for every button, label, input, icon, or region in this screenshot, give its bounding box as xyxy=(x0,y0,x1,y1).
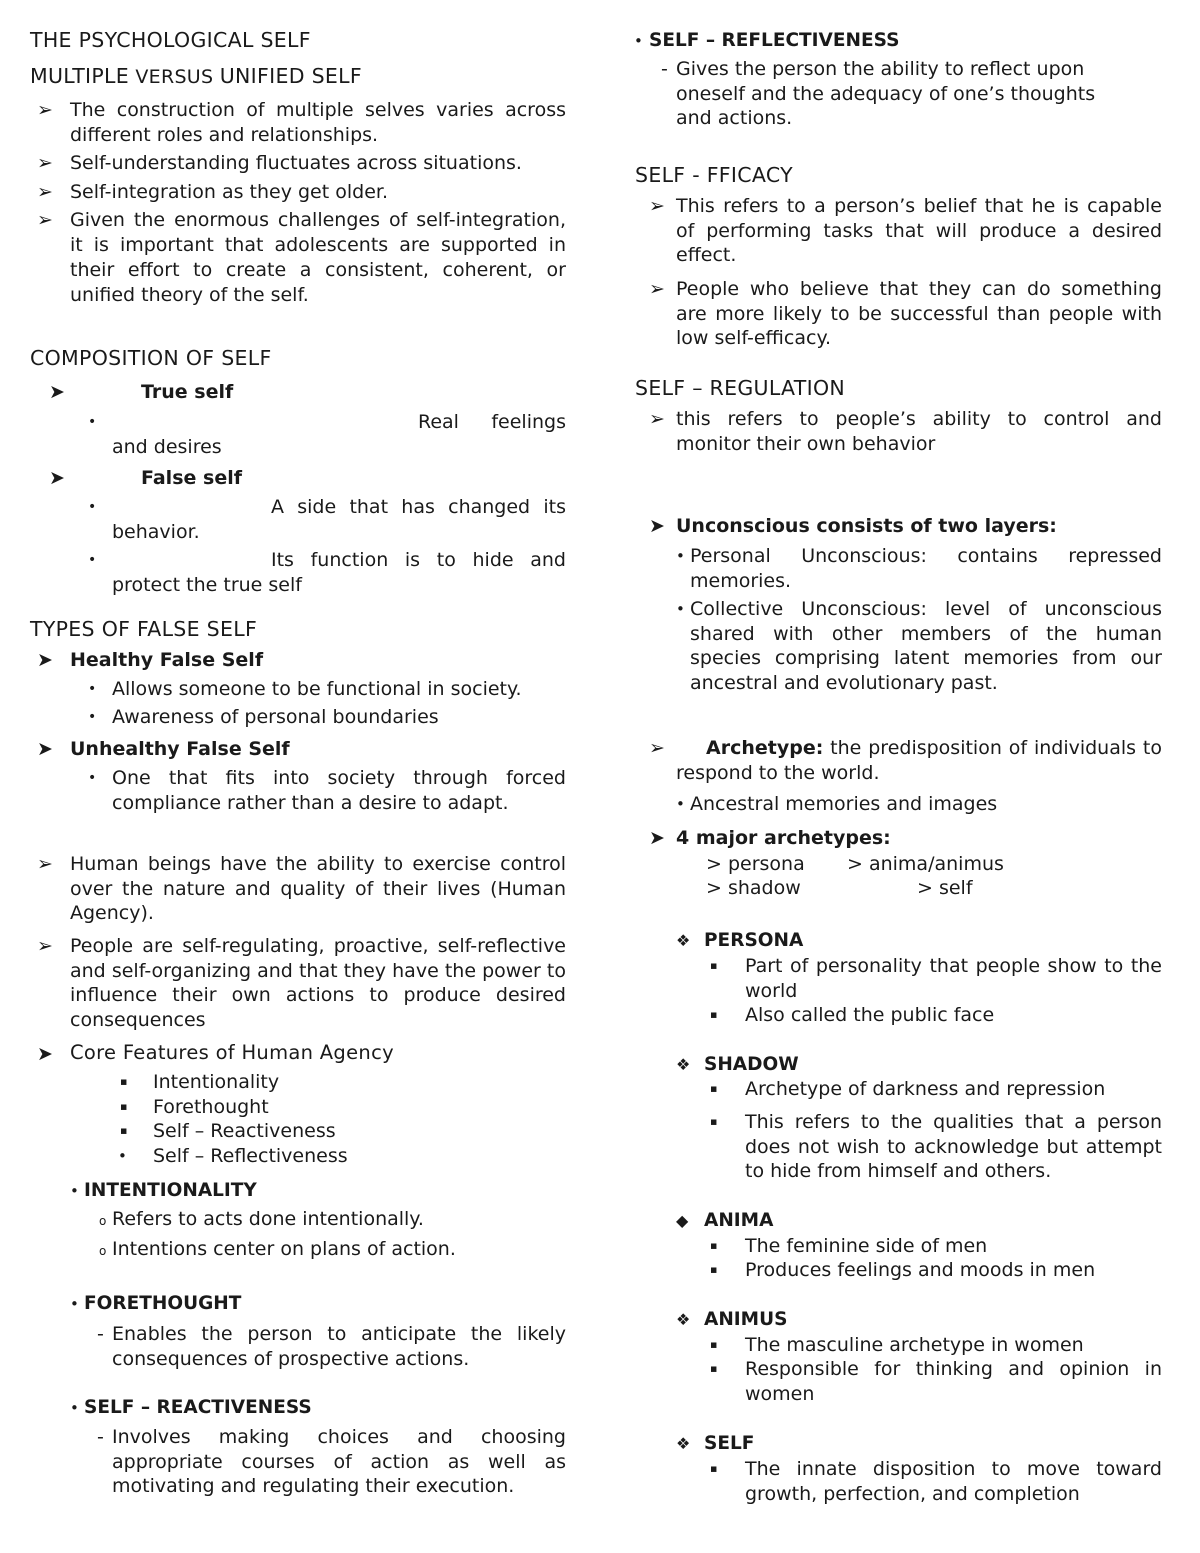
major-archetypes-heading: 4 major archetypes: xyxy=(676,827,891,849)
arrow-bullet-icon: ➤ xyxy=(649,515,665,537)
list-item: Responsible for thinking and opinion in women xyxy=(745,1358,1162,1405)
animus-heading: ANIMUS xyxy=(704,1309,788,1330)
list-item: Collective Unconscious: level of unconscious shared with other members of the human species comprising latent memories from our ancestral and evolutionary past. xyxy=(690,598,1162,694)
diamond-bullet-icon: ◆ xyxy=(676,1211,689,1230)
list-item: Also called the public face xyxy=(745,1004,995,1026)
dot-bullet-icon: • xyxy=(88,414,97,430)
diamond-bullet-icon: ❖ xyxy=(676,1055,691,1074)
arrow-bullet-icon: ➤ xyxy=(649,827,665,849)
diamond-bullet-icon: ❖ xyxy=(676,1434,691,1453)
self-efficacy-heading: SELF - FFICACY xyxy=(635,163,793,187)
list-item: The feminine side of men xyxy=(745,1235,988,1257)
dot-bullet-icon: • xyxy=(676,795,685,813)
dot-bullet-icon: • xyxy=(88,681,97,697)
arrow-bullet-icon: ➤ xyxy=(37,738,53,760)
false-self-heading: False self xyxy=(141,467,242,489)
dot-bullet-icon: • xyxy=(88,770,97,786)
forethought-heading: FORETHOUGHT xyxy=(84,1293,242,1314)
archetype-definition xyxy=(676,736,1162,785)
list-item: > anima/animus xyxy=(847,853,1004,875)
list-item: Its function is to hide and protect the true self xyxy=(112,549,566,596)
self-regulation-heading: SELF – REGULATION xyxy=(635,376,846,400)
self-reactiveness-text: Involves making choices and choosing appropriate courses of action as well as motivating and regulating their execution. xyxy=(112,1426,566,1497)
arrow-bullet-icon: ➢ xyxy=(37,209,53,231)
square-bullet-icon: ▪ xyxy=(710,1008,718,1021)
self-reflectiveness-text: Gives the person the ability to reflect upon oneself and the adequacy of one’s thoughts and actions. xyxy=(676,58,1096,129)
list-item: Produces feelings and moods in men xyxy=(745,1259,1096,1281)
list-item: Given the enormous challenges of self-integration, it is important that adolescents are supported in their effort to create a consistent, coherent, or unified theory of the self. xyxy=(70,209,566,306)
list-item: > self xyxy=(917,877,973,899)
list-item: this refers to people’s ability to control and monitor their own behavior xyxy=(676,408,1162,455)
composition-heading: COMPOSITION OF SELF xyxy=(30,346,272,370)
list-item: Forethought xyxy=(153,1096,269,1118)
dot-bullet-icon: • xyxy=(70,1295,79,1313)
square-bullet-icon: ▪ xyxy=(710,1338,718,1351)
arrow-bullet-icon: ➤ xyxy=(49,381,65,403)
multiple-word: MULTIPLE xyxy=(30,64,129,88)
list-item: Part of personality that people show to the world xyxy=(745,955,1162,1002)
list-item: Allows someone to be functional in society. xyxy=(112,678,522,700)
dot-bullet-icon: • xyxy=(88,552,97,568)
dot-bullet-icon: • xyxy=(676,600,685,618)
list-item: This refers to a person’s belief that he is capable of performing tasks that will produce a desired effect. xyxy=(676,195,1162,266)
arrow-bullet-icon: ➤ xyxy=(49,467,65,489)
arrow-bullet-icon: ➢ xyxy=(37,99,53,121)
list-item: Intentions center on plans of action. xyxy=(112,1238,456,1260)
square-bullet-icon: ▪ xyxy=(710,1462,718,1475)
forethought-text: Enables the person to anticipate the likely consequences of prospective actions. xyxy=(112,1323,566,1370)
circle-bullet-icon: o xyxy=(99,1214,107,1228)
list-item: Self-integration as they get older. xyxy=(70,181,388,203)
self-reactiveness-heading: SELF – REACTIVENESS xyxy=(84,1397,312,1418)
circle-bullet-icon: o xyxy=(99,1244,107,1258)
diamond-bullet-icon: ❖ xyxy=(676,931,691,950)
list-item: Real feelings and desires xyxy=(112,411,566,458)
list-item: Human beings have the ability to exercise control over the nature and quality of their lives (Human Agency). xyxy=(70,853,566,924)
square-bullet-icon: ▪ xyxy=(120,1100,128,1113)
dash-bullet-icon: - xyxy=(97,1323,104,1345)
arrow-bullet-icon: ➤ xyxy=(37,1043,53,1065)
square-bullet-icon: ▪ xyxy=(710,1263,718,1276)
list-item: > persona xyxy=(706,853,805,875)
list-item: Self-understanding fluctuates across situations. xyxy=(70,152,522,174)
archetype-text: the predisposition of individuals to respond to the world. xyxy=(676,737,1162,784)
list-item: The construction of multiple selves varies across different roles and relationships. xyxy=(70,99,566,146)
unconscious-heading: Unconscious consists of two layers: xyxy=(676,515,1057,537)
dot-bullet-icon: • xyxy=(70,1399,79,1417)
dot-bullet-icon: • xyxy=(88,709,97,725)
versus-word: VERSUS xyxy=(129,66,220,88)
arrow-bullet-icon: ➢ xyxy=(649,408,665,430)
square-bullet-icon: ▪ xyxy=(120,1075,128,1088)
arrow-bullet-icon: ➢ xyxy=(649,737,665,759)
arrow-bullet-icon: ➢ xyxy=(649,195,665,217)
list-item: The masculine archetype in women xyxy=(745,1334,1084,1356)
list-item: The innate disposition to move toward growth, perfection, and completion xyxy=(745,1458,1162,1505)
dot-bullet-icon: • xyxy=(118,1147,127,1165)
dot-bullet-icon: • xyxy=(88,499,97,515)
square-bullet-icon: ▪ xyxy=(710,1115,718,1128)
arrow-bullet-icon: ➢ xyxy=(37,152,53,174)
unified-self-word: UNIFIED SELF xyxy=(219,64,362,88)
list-item: Personal Unconscious: contains repressed memories. xyxy=(690,545,1162,592)
types-heading: TYPES OF FALSE SELF xyxy=(30,617,258,641)
arrow-bullet-icon: ➢ xyxy=(649,278,665,300)
list-item: One that fits into society through forced compliance rather than a desire to adapt. xyxy=(112,767,566,814)
diamond-bullet-icon: ❖ xyxy=(676,1310,691,1329)
dash-bullet-icon: - xyxy=(661,58,668,80)
self-reflectiveness-heading: SELF – REFLECTIVENESS xyxy=(649,30,900,51)
list-item: People are self-regulating, proactive, self-reflective and self-organizing and that they have the power to influence their own actions to produce desired consequences xyxy=(70,935,566,1031)
persona-heading: PERSONA xyxy=(704,930,804,951)
square-bullet-icon: ▪ xyxy=(710,1082,718,1095)
list-item: A side that has changed its behavior. xyxy=(112,496,566,543)
list-item: > shadow xyxy=(706,877,801,899)
core-features-heading: Core Features of Human Agency xyxy=(70,1041,394,1064)
dash-bullet-icon: - xyxy=(97,1426,104,1448)
unhealthy-false-self-heading: Unhealthy False Self xyxy=(70,738,290,760)
dot-bullet-icon: • xyxy=(70,1182,79,1200)
list-item: Self – Reactiveness xyxy=(153,1120,336,1142)
list-item: Awareness of personal boundaries xyxy=(112,706,439,728)
list-item: People who believe that they can do something are more likely to be successful than people with low self-efficacy. xyxy=(676,278,1162,349)
arrow-bullet-icon: ➢ xyxy=(37,935,53,957)
shadow-heading: SHADOW xyxy=(704,1054,799,1075)
intentionality-heading: INTENTIONALITY xyxy=(84,1180,257,1201)
arrow-bullet-icon: ➤ xyxy=(37,649,53,671)
arrow-bullet-icon: ➢ xyxy=(37,853,53,875)
list-item: Refers to acts done intentionally. xyxy=(112,1208,424,1230)
list-item: Self – Reflectiveness xyxy=(153,1145,348,1167)
document-title: THE PSYCHOLOGICAL SELF xyxy=(30,28,311,52)
square-bullet-icon: ▪ xyxy=(120,1124,128,1137)
list-item: Archetype of darkness and repression xyxy=(745,1078,1106,1100)
multiple-unified-heading xyxy=(30,64,362,90)
square-bullet-icon: ▪ xyxy=(710,1362,718,1375)
square-bullet-icon: ▪ xyxy=(710,959,718,972)
list-item: Intentionality xyxy=(153,1071,280,1093)
dot-bullet-icon: • xyxy=(676,547,685,565)
list-item: Ancestral memories and images xyxy=(690,793,998,815)
dot-bullet-icon: • xyxy=(634,32,643,50)
list-item: This refers to the qualities that a person does not wish to acknowledge but attempt to hide from himself and others. xyxy=(745,1111,1162,1182)
arrow-bullet-icon: ➢ xyxy=(37,181,53,203)
healthy-false-self-heading: Healthy False Self xyxy=(70,649,264,671)
archetype-label: Archetype: xyxy=(706,737,824,759)
true-self-heading: True self xyxy=(141,381,234,403)
anima-heading: ANIMA xyxy=(704,1210,774,1231)
square-bullet-icon: ▪ xyxy=(710,1239,718,1252)
self-heading: SELF xyxy=(704,1433,755,1454)
